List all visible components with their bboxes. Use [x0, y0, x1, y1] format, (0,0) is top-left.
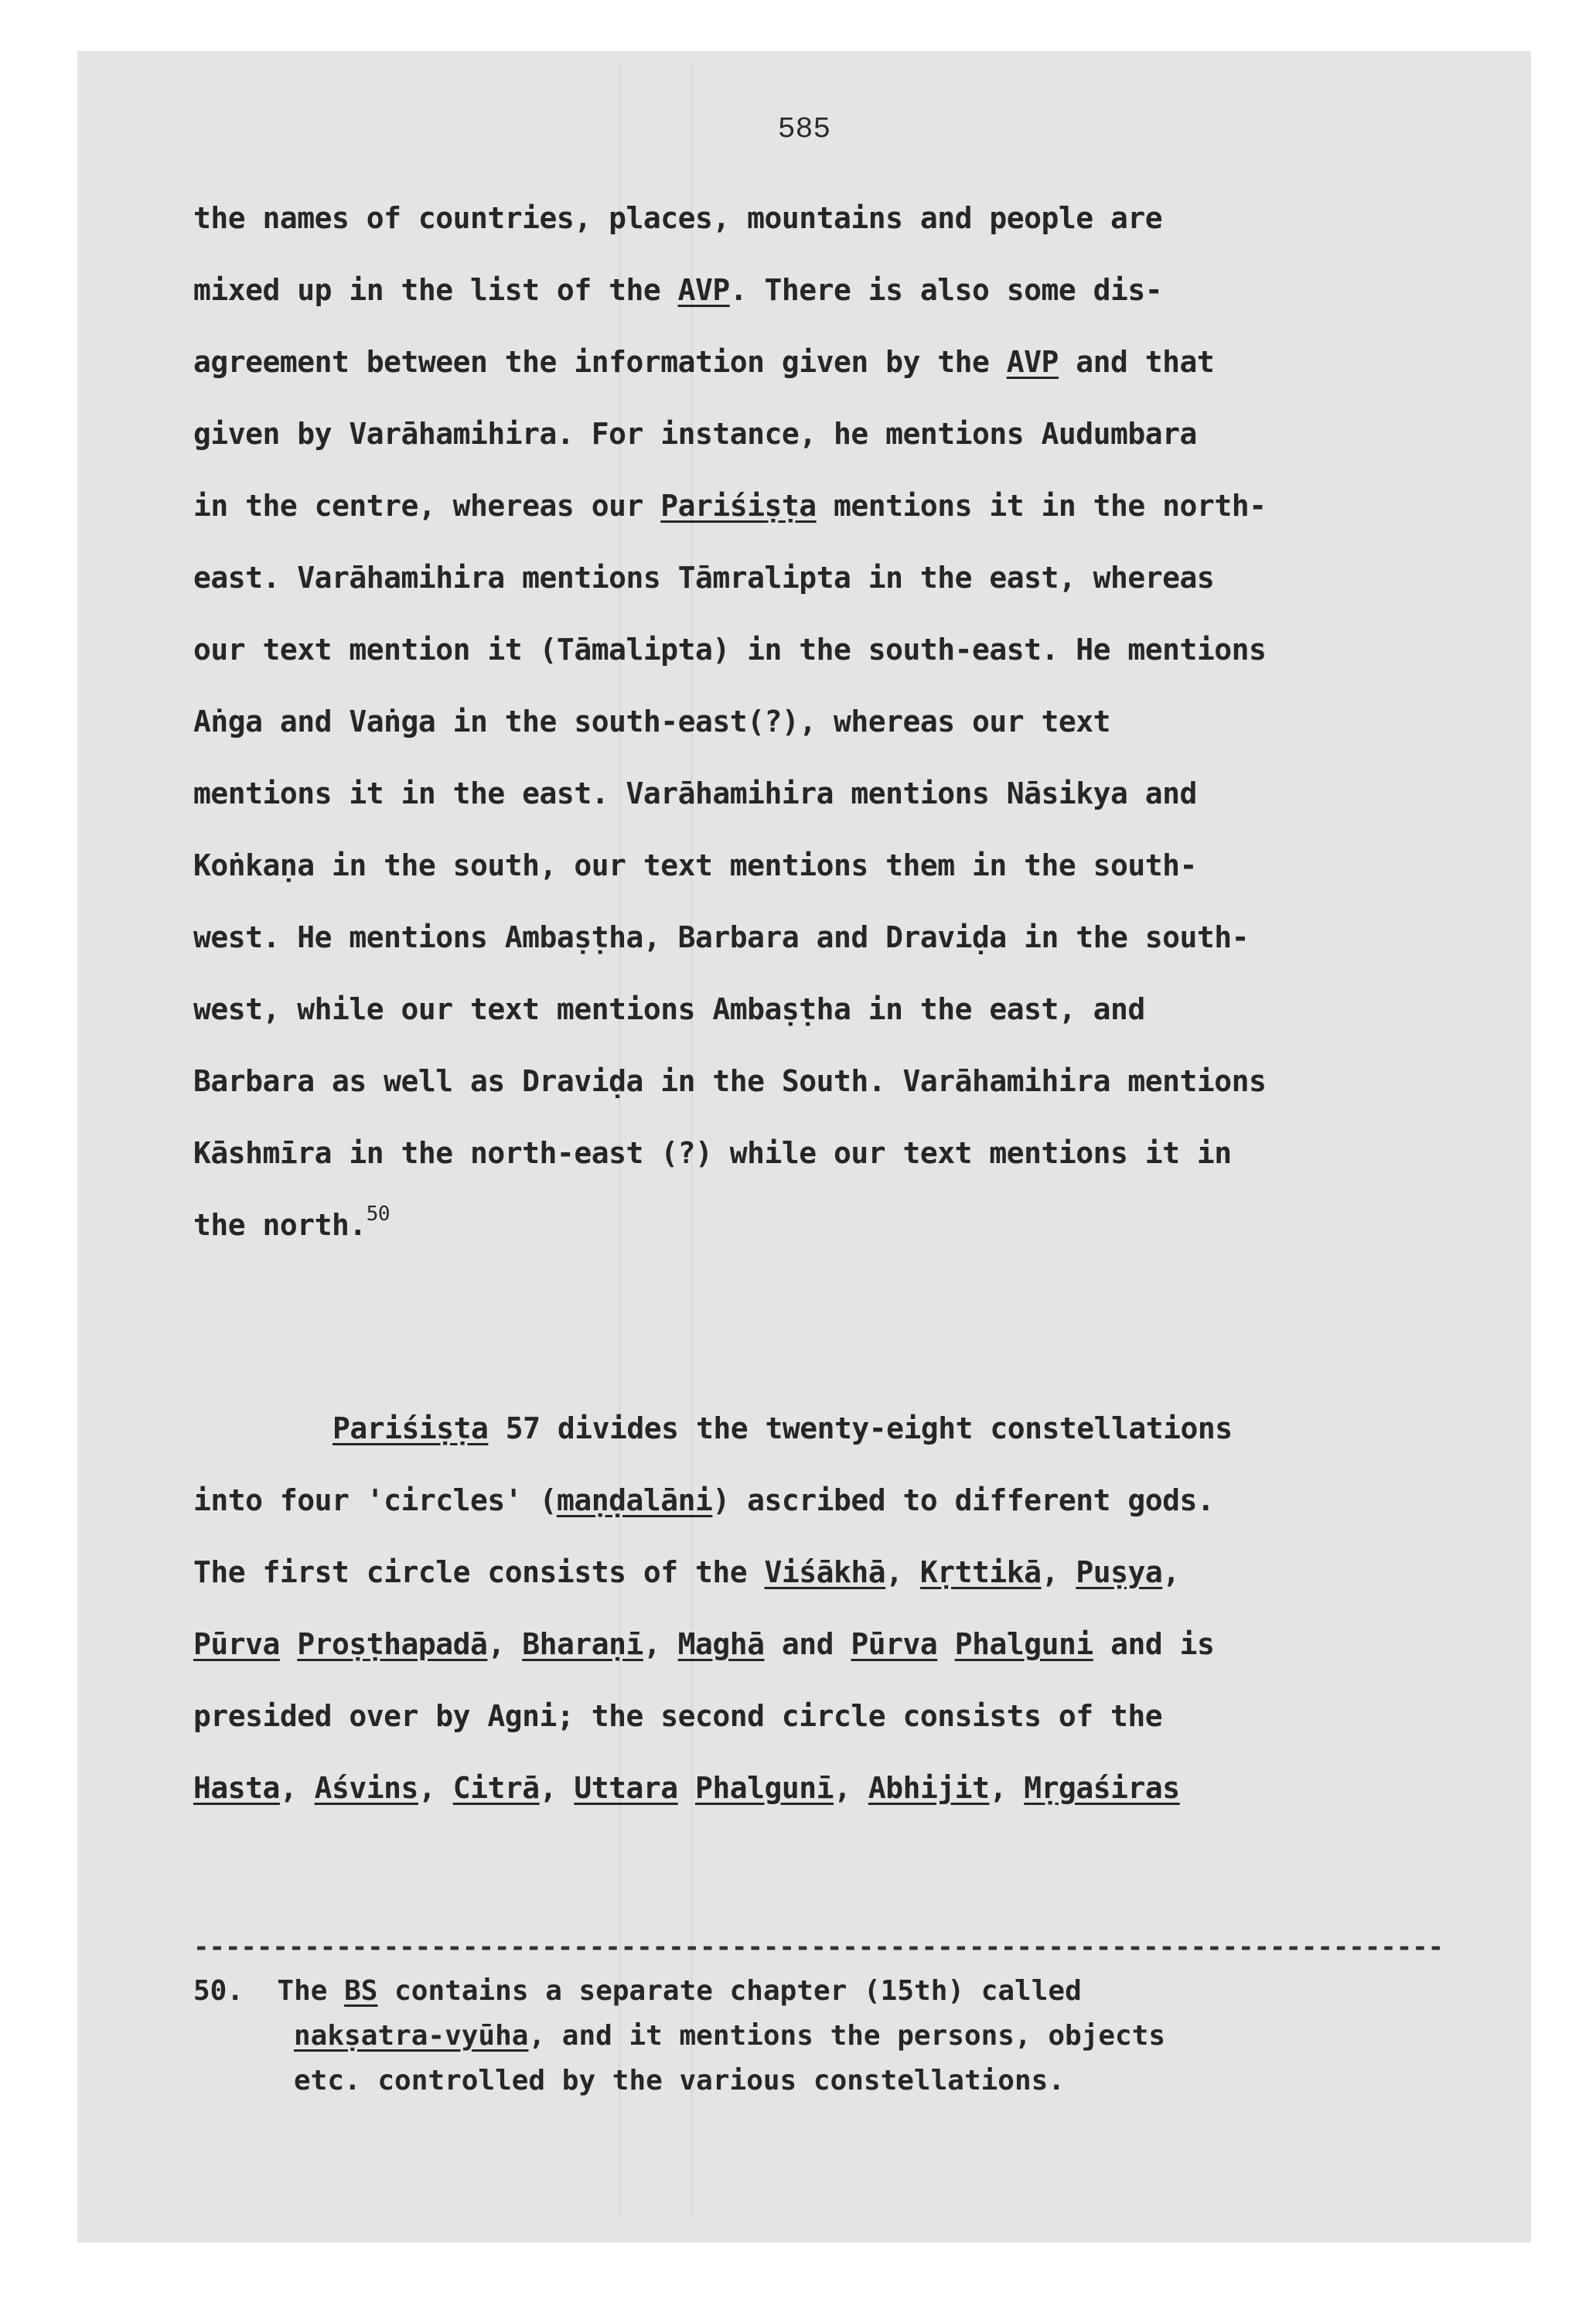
- text-line: Barbara as well as Draviḍa in the South. Varāhamihira mentions: [193, 1064, 1267, 1098]
- paragraph-1: [193, 183, 1508, 1261]
- text-line: west, while our text mentions Ambaṣṭha in the east, and: [193, 992, 1145, 1026]
- text-run: ,: [487, 1627, 523, 1661]
- text-run: . There is also some dis-: [729, 273, 1163, 307]
- text-line: [193, 1752, 1508, 1824]
- term-mandalani: maṇḍalāni: [556, 1483, 713, 1517]
- text-run: ,: [279, 1771, 315, 1805]
- abbreviation-avp: AVP: [1006, 345, 1059, 379]
- term-naksatra-vyuha: nakṣatra-vyūha: [294, 2020, 529, 2052]
- term-parisista: Pariśiṣṭa: [660, 489, 817, 523]
- text-run: 57 divides the twenty-eight constellations: [488, 1411, 1233, 1445]
- text-run: ,: [885, 1555, 920, 1589]
- text-line: the names of countries, places, mountains and people are: [193, 201, 1163, 235]
- text-line: [193, 1537, 1508, 1609]
- term-prosthapada: Proṣṭhapadā: [297, 1627, 488, 1661]
- text-line: our text mention it (Tāmalipta) in the south-east. He mentions: [193, 633, 1267, 667]
- text-run: agreement between the information given by the: [193, 345, 1007, 379]
- text-line: Aṅga and Vaṅga in the south-east(?), whereas our text: [193, 705, 1111, 739]
- text-line: [193, 470, 1508, 542]
- term-parisista: Pariśiṣṭa: [332, 1411, 489, 1445]
- text-run: [678, 1771, 695, 1805]
- term-visakha: Viśākhā: [764, 1555, 886, 1589]
- text-run: [937, 1627, 954, 1661]
- term-citra: Citrā: [452, 1771, 540, 1805]
- scanned-page: [77, 51, 1531, 2243]
- text-line: mentions it in the east. Varāhamihira mentions Nāsikya and: [193, 776, 1197, 810]
- footnote-line: etc. controlled by the various constellations.: [294, 2065, 1065, 2097]
- text-run: The first circle consists of the: [193, 1555, 765, 1589]
- abbreviation-avp: AVP: [677, 273, 730, 307]
- footnote-marker: 50: [366, 1203, 390, 1226]
- text-run: in the centre, whereas our: [193, 489, 661, 523]
- term-pusya: Puṣya: [1076, 1555, 1163, 1589]
- text-run: and that: [1058, 345, 1215, 379]
- term-magha: Maghā: [677, 1627, 765, 1661]
- text-run: ,: [989, 1771, 1025, 1805]
- term-purva: Pūrva: [193, 1627, 280, 1661]
- text-line: [193, 1393, 1508, 1465]
- text-run: [280, 1627, 297, 1661]
- paragraph-2: [193, 1393, 1508, 1824]
- footnote-separator: -------------------------------------------------------------------------------: [193, 1932, 1444, 1963]
- text-run: ) ascribed to different gods.: [712, 1483, 1215, 1517]
- text-run: contains a separate chapter (15th) called: [377, 1975, 1082, 2007]
- text-line: Koṅkaṇa in the south, our text mentions them in the south-: [193, 848, 1197, 882]
- text-line: [193, 326, 1508, 398]
- page-number: 585: [777, 113, 831, 146]
- text-run: ,: [643, 1627, 678, 1661]
- text-line: [193, 1609, 1508, 1680]
- abbreviation-bs: BS: [344, 1975, 378, 2007]
- term-asvins: Aśvins: [314, 1771, 418, 1805]
- term-bharani: Bharaṇī: [522, 1627, 643, 1661]
- text-run: ,: [1162, 1555, 1180, 1589]
- footnote-line: [193, 1969, 1508, 2014]
- text-run: ,: [834, 1771, 868, 1805]
- term-phalguni: Phalgunī: [695, 1771, 834, 1805]
- text-run: , and it mentions the persons, objects: [528, 2020, 1166, 2052]
- text-run: ,: [1041, 1555, 1076, 1589]
- text-line: [193, 254, 1508, 326]
- text-run: mixed up in the list of the: [193, 273, 678, 307]
- text-run: ,: [539, 1771, 575, 1805]
- text-run: ,: [418, 1771, 453, 1805]
- text-line: west. He mentions Ambaṣṭha, Barbara and Draviḍa in the south-: [193, 920, 1250, 954]
- text-run: The: [277, 1975, 345, 2007]
- footnote: [193, 1969, 1508, 2103]
- text-run: and is: [1093, 1627, 1215, 1661]
- text-run: the north.: [193, 1208, 367, 1242]
- term-purva: Pūrva: [851, 1627, 938, 1661]
- text-line: east. Varāhamihira mentions Tāmralipta in the east, whereas: [193, 561, 1215, 595]
- text-line: Kāshmīra in the north-east (?) while our text mentions it in: [193, 1136, 1232, 1170]
- term-krttika: Kṛttikā: [919, 1555, 1042, 1589]
- term-abhijit: Abhijit: [868, 1771, 990, 1805]
- footnote-line: [193, 2014, 1508, 2059]
- term-hasta: Hasta: [193, 1771, 280, 1805]
- term-mrgasiras: Mṛgaśiras: [1024, 1771, 1180, 1805]
- text-line: given by Varāhamihira. For instance, he mentions Audumbara: [193, 417, 1197, 451]
- text-run: mentions it in the north-: [816, 489, 1267, 523]
- text-run: and: [764, 1627, 851, 1661]
- text-line: [193, 1465, 1508, 1537]
- term-uttara: Uttara: [574, 1771, 678, 1805]
- text-run: into four 'circles' (: [193, 1483, 557, 1517]
- text-line: presided over by Agni; the second circle consists of the: [193, 1699, 1163, 1733]
- term-phalguni: Phalguni: [954, 1627, 1093, 1661]
- text-line: [193, 1189, 1508, 1261]
- footnote-number: 50.: [193, 1975, 244, 2007]
